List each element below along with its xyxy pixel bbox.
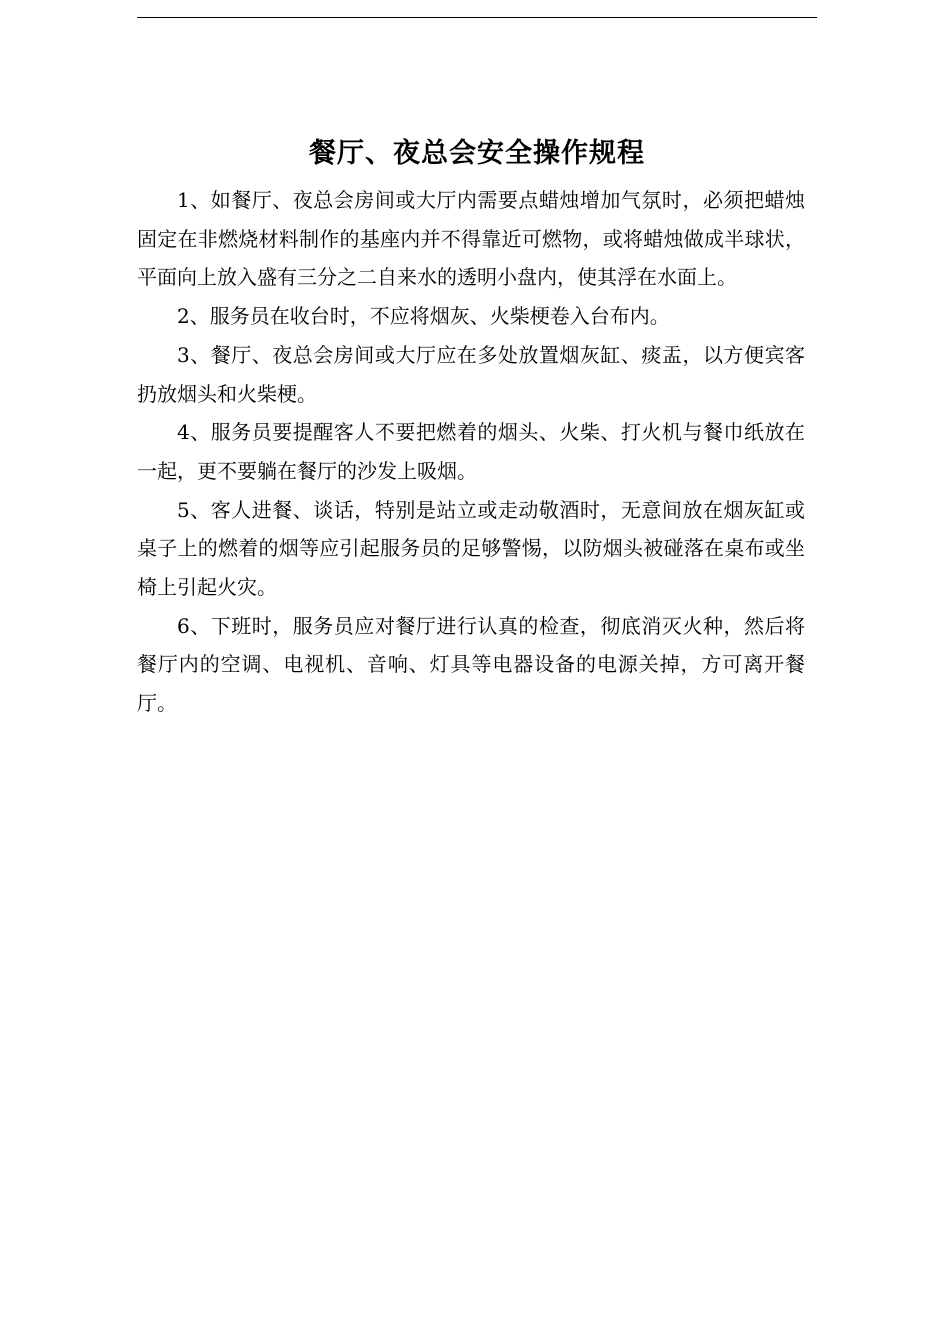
paragraph-2: 2、服务员在收台时，不应将烟灰、火柴梗卷入台布内。 xyxy=(177,304,670,329)
paragraph-4: 4、服务员要提醒客人不要把燃着的烟头、火柴、打火机与餐巾纸放在一起，更不要躺在餐厅的沙发上吸烟。 xyxy=(137,420,805,483)
document-title: 餐厅、夜总会安全操作规程 xyxy=(309,138,645,169)
paragraph-5: 5、客人进餐、谈话，特别是站立或走动敬酒时，无意间放在烟灰缸或桌子上的燃着的烟等应引起服务员的足够警惕，以防烟头被碰落在桌布或坐椅上引起火灾。 xyxy=(137,497,805,600)
paragraph-1: 1、如餐厅、夜总会房间或大厅内需要点蜡烛增加气氛时，必须把蜡烛固定在非燃烧材料制作的基座内并不得靠近可燃物，或将蜡烛做成半球状，平面向上放入盛有三分之二自来水的透明小盘内，使其浮在水面上。 xyxy=(137,188,805,290)
document-body xyxy=(137,181,805,723)
paragraph-3: 3、餐厅、夜总会房间或大厅应在多处放置烟灰缸、痰盂，以方便宾客扔放烟头和火柴梗。 xyxy=(137,342,805,406)
paragraph-6: 6、下班时，服务员应对餐厅进行认真的检查，彻底消灭火种，然后将餐厅内的空调、电视机、音响、灯具等电器设备的电源关掉，方可离开餐厅。 xyxy=(137,613,805,716)
header-rule xyxy=(137,17,817,18)
